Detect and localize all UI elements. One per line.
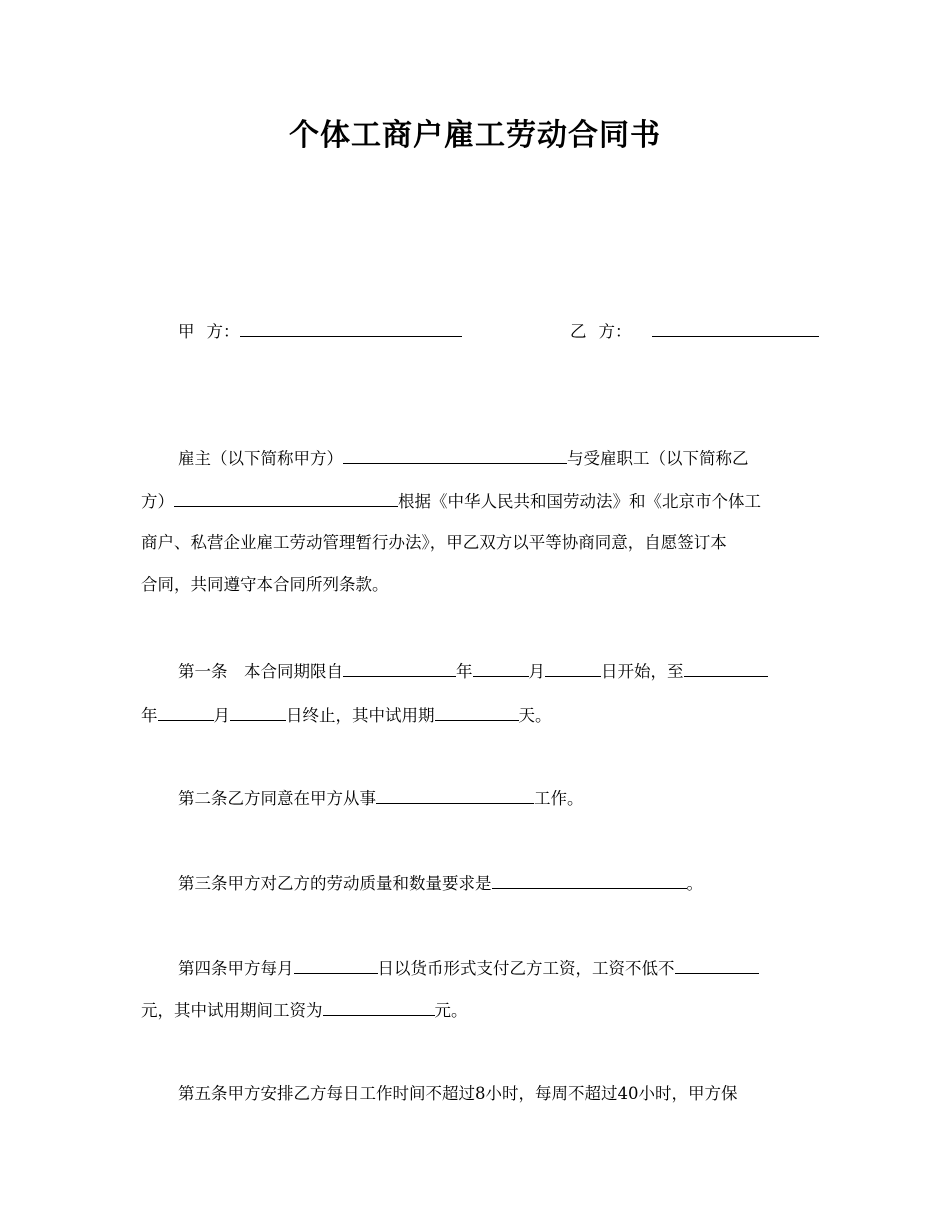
article-text: 日以货币形式支付乙方工资，工资不低不 bbox=[377, 959, 675, 978]
min-wage-blank[interactable] bbox=[675, 956, 759, 974]
intro-text: 与受雇职工（以下简称乙 bbox=[567, 449, 749, 468]
article-5-line-1: 第五条甲方安排乙方每日工作时间不超过8小时，每周不超过40小时，甲方保 bbox=[178, 1084, 738, 1103]
pay-day-blank[interactable] bbox=[294, 956, 378, 974]
article-text: 年 bbox=[141, 706, 158, 725]
end-year-blank[interactable] bbox=[684, 659, 768, 677]
article-4-line-2 bbox=[141, 998, 468, 1022]
intro-line-4: 合同，共同遵守本合同所列条款。 bbox=[141, 575, 389, 594]
party-b-label-2: 方： bbox=[598, 322, 632, 341]
quality-requirement-blank[interactable] bbox=[492, 871, 687, 889]
article-text: 工作。 bbox=[534, 789, 584, 808]
article-1-line-1 bbox=[178, 659, 768, 683]
article-text: 第二条乙方同意在甲方从事 bbox=[178, 789, 376, 808]
article-text: 。 bbox=[686, 874, 703, 893]
probation-days-blank[interactable] bbox=[435, 703, 519, 721]
article-text: 日开始，至 bbox=[601, 662, 684, 681]
end-day-blank[interactable] bbox=[230, 703, 286, 721]
party-b-label-1: 乙 bbox=[570, 322, 587, 341]
party-a-label-1: 甲 bbox=[178, 322, 195, 341]
start-month-blank[interactable] bbox=[473, 659, 529, 677]
intro-text: 雇主（以下简称甲方） bbox=[178, 449, 343, 468]
article-text: 元，其中试用期间工资为 bbox=[141, 1001, 323, 1020]
probation-wage-blank[interactable] bbox=[323, 998, 435, 1016]
document-title: 个体工商户雇工劳动合同书 bbox=[289, 118, 661, 153]
intro-text: 方） bbox=[141, 492, 174, 511]
party-a-field bbox=[178, 318, 462, 342]
intro-text: 根据《中华人民共和国劳动法》和《北京市个体工 bbox=[398, 492, 761, 511]
article-text: 第一条 本合同期限自 bbox=[178, 662, 343, 681]
party-a-label-2: 方： bbox=[206, 322, 240, 341]
article-3 bbox=[178, 871, 703, 895]
intro-line-2 bbox=[141, 489, 761, 513]
party-b-blank[interactable] bbox=[652, 319, 819, 337]
party-b-field bbox=[570, 318, 819, 342]
start-year-blank[interactable] bbox=[343, 659, 456, 677]
start-day-blank[interactable] bbox=[545, 659, 601, 677]
article-text: 第四条甲方每月 bbox=[178, 959, 294, 978]
article-text: 第三条甲方对乙方的劳动质量和数量要求是 bbox=[178, 874, 492, 893]
party-a-blank[interactable] bbox=[240, 319, 462, 337]
intro-line-1 bbox=[178, 446, 749, 470]
article-4-line-1 bbox=[178, 956, 759, 980]
article-text: 元。 bbox=[434, 1001, 468, 1020]
employer-name-blank[interactable] bbox=[343, 446, 567, 464]
article-text: 月 bbox=[213, 706, 230, 725]
article-1-line-2 bbox=[141, 703, 552, 727]
job-blank[interactable] bbox=[376, 786, 534, 804]
intro-line-3: 商户、私营企业雇工劳动管理暂行办法》，甲乙双方以平等协商同意，自愿签订本 bbox=[141, 533, 727, 552]
end-month-blank[interactable] bbox=[158, 703, 214, 721]
article-text: 天。 bbox=[518, 706, 552, 725]
article-text: 年 bbox=[456, 662, 473, 681]
article-2 bbox=[178, 786, 584, 810]
employee-name-blank[interactable] bbox=[174, 489, 398, 507]
article-text: 日终止，其中试用期 bbox=[286, 706, 435, 725]
article-text: 月 bbox=[528, 662, 545, 681]
